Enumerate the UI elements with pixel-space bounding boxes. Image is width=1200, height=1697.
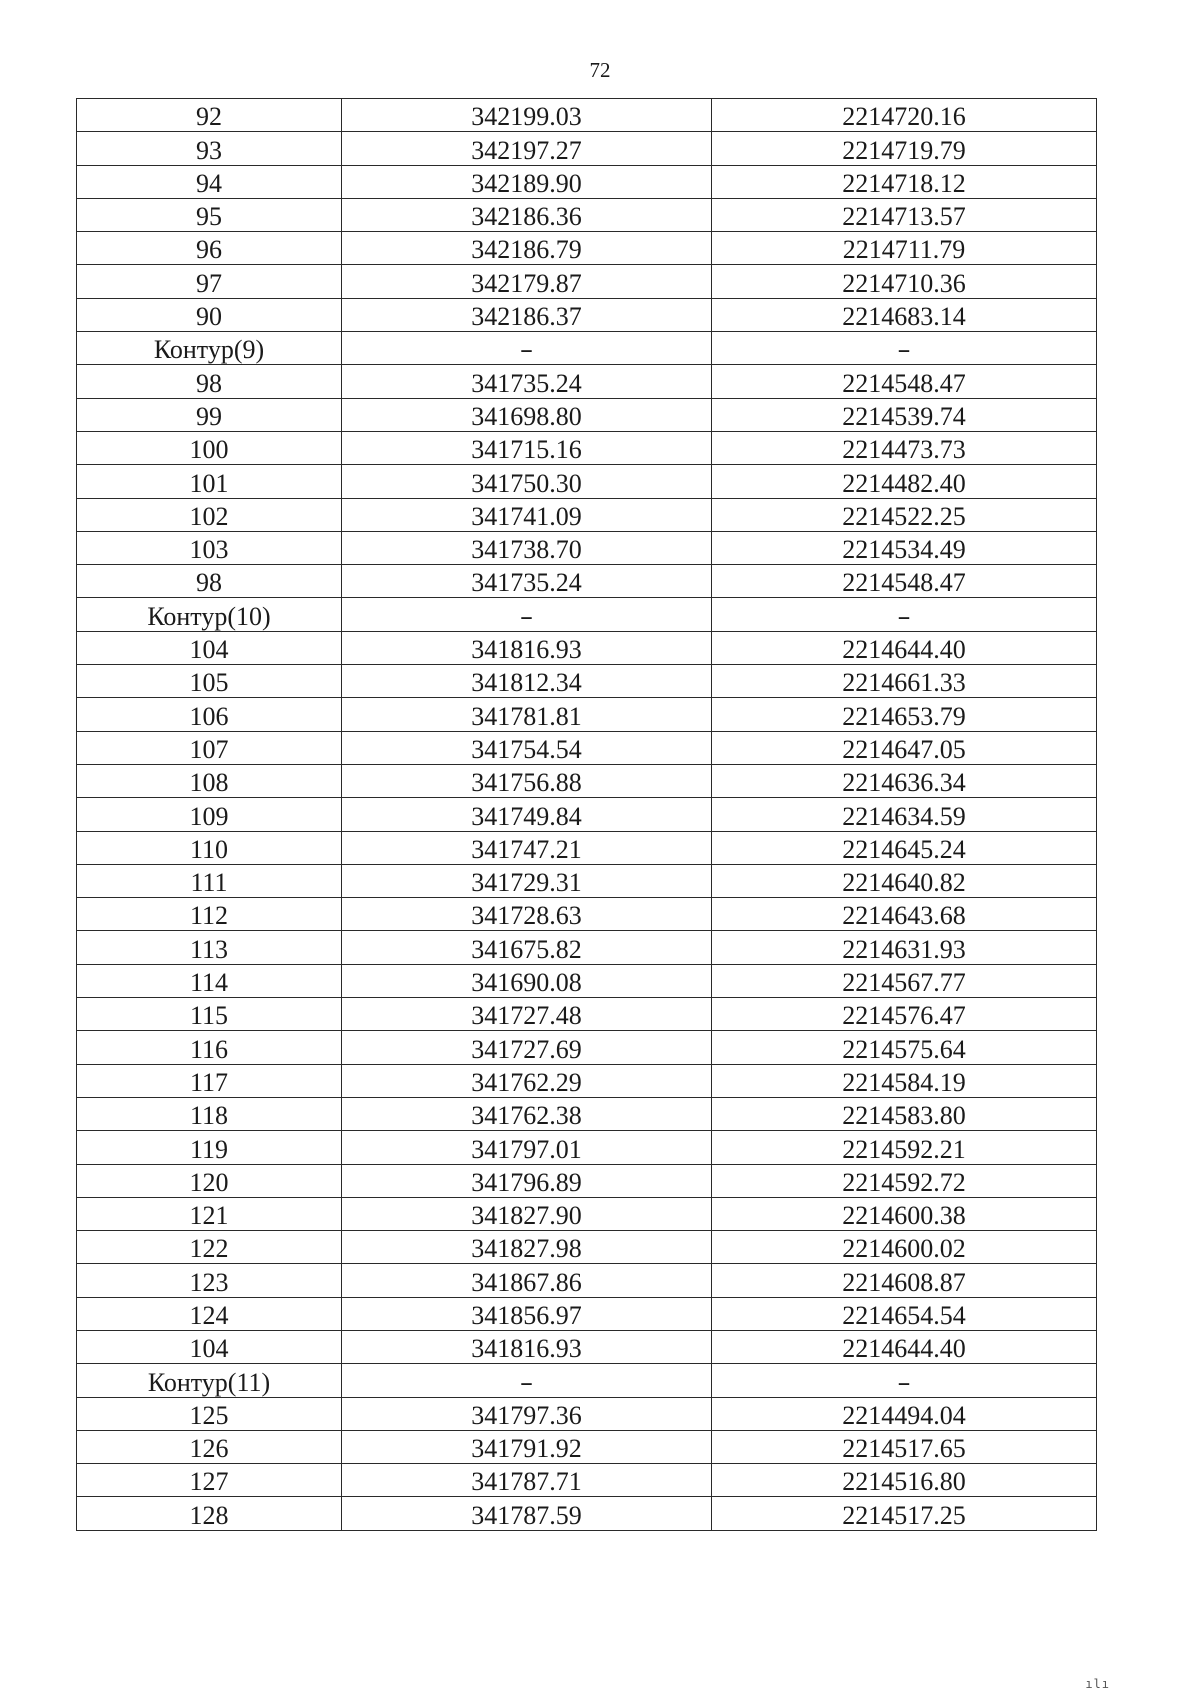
table-row xyxy=(77,731,1097,764)
y-coordinate-cell: 2214548.47 xyxy=(712,565,1097,598)
x-coordinate-cell: 341727.48 xyxy=(342,998,712,1031)
x-coordinate-cell: 341690.08 xyxy=(342,964,712,997)
point-number-cell: 115 xyxy=(77,998,342,1031)
x-coordinate-cell: 342189.90 xyxy=(342,165,712,198)
table-row xyxy=(77,232,1097,265)
x-coordinate-cell: 341796.89 xyxy=(342,1164,712,1197)
point-number-cell: 118 xyxy=(77,1097,342,1130)
point-number-cell: 121 xyxy=(77,1197,342,1230)
point-number-cell: 117 xyxy=(77,1064,342,1097)
point-number-cell: 110 xyxy=(77,831,342,864)
x-coordinate-cell: 341750.30 xyxy=(342,465,712,498)
page-number: 72 xyxy=(589,58,611,82)
table-row xyxy=(77,764,1097,797)
y-coordinate-cell: 2214608.87 xyxy=(712,1264,1097,1297)
y-coordinate-cell: 2214718.12 xyxy=(712,165,1097,198)
table-row xyxy=(77,898,1097,931)
point-number-cell: 101 xyxy=(77,465,342,498)
x-coordinate-cell: 341812.34 xyxy=(342,665,712,698)
point-number-cell: 119 xyxy=(77,1131,342,1164)
contour-label-cell: Контур(9) xyxy=(77,332,342,365)
y-coordinate-cell: 2214643.68 xyxy=(712,898,1097,931)
table-row xyxy=(77,99,1097,132)
x-coordinate-cell: 341747.21 xyxy=(342,831,712,864)
table-row xyxy=(77,665,1097,698)
y-coordinate-cell: 2214522.25 xyxy=(712,498,1097,531)
y-coordinate-cell: 2214661.33 xyxy=(712,665,1097,698)
coordinates-table xyxy=(76,98,1097,1531)
point-number-cell: 96 xyxy=(77,232,342,265)
table-row xyxy=(77,798,1097,831)
point-number-cell: 105 xyxy=(77,665,342,698)
x-coordinate-cell: 341675.82 xyxy=(342,931,712,964)
contour-x-dash-cell: – xyxy=(342,1364,712,1397)
x-coordinate-cell: 341762.38 xyxy=(342,1097,712,1130)
point-number-cell: 94 xyxy=(77,165,342,198)
table-row xyxy=(77,465,1097,498)
point-number-cell: 95 xyxy=(77,198,342,231)
x-coordinate-cell: 341762.29 xyxy=(342,1064,712,1097)
point-number-cell: 98 xyxy=(77,565,342,598)
x-coordinate-cell: 341787.59 xyxy=(342,1497,712,1530)
table-row xyxy=(77,565,1097,598)
y-coordinate-cell: 2214473.73 xyxy=(712,431,1097,464)
contour-header-row xyxy=(77,598,1097,631)
point-number-cell: 99 xyxy=(77,398,342,431)
y-coordinate-cell: 2214654.54 xyxy=(712,1297,1097,1330)
point-number-cell: 109 xyxy=(77,798,342,831)
table-row xyxy=(77,431,1097,464)
table-row xyxy=(77,998,1097,1031)
x-coordinate-cell: 341797.01 xyxy=(342,1131,712,1164)
contour-y-dash-cell: – xyxy=(712,1364,1097,1397)
x-coordinate-cell: 342179.87 xyxy=(342,265,712,298)
table-row xyxy=(77,864,1097,897)
x-coordinate-cell: 341816.93 xyxy=(342,631,712,664)
table-row xyxy=(77,1464,1097,1497)
contour-y-dash-cell: – xyxy=(712,598,1097,631)
point-number-cell: 113 xyxy=(77,931,342,964)
y-coordinate-cell: 2214634.59 xyxy=(712,798,1097,831)
y-coordinate-cell: 2214710.36 xyxy=(712,265,1097,298)
x-coordinate-cell: 341781.81 xyxy=(342,698,712,731)
point-number-cell: 92 xyxy=(77,99,342,132)
table-row xyxy=(77,1397,1097,1430)
x-coordinate-cell: 341715.16 xyxy=(342,431,712,464)
table-row xyxy=(77,1164,1097,1197)
y-coordinate-cell: 2214576.47 xyxy=(712,998,1097,1031)
y-coordinate-cell: 2214516.80 xyxy=(712,1464,1097,1497)
table-row xyxy=(77,298,1097,331)
table-row xyxy=(77,1264,1097,1297)
table-row xyxy=(77,1231,1097,1264)
y-coordinate-cell: 2214584.19 xyxy=(712,1064,1097,1097)
contour-header-row xyxy=(77,1364,1097,1397)
contour-label-cell: Контур(10) xyxy=(77,598,342,631)
x-coordinate-cell: 341787.71 xyxy=(342,1464,712,1497)
x-coordinate-cell: 341698.80 xyxy=(342,398,712,431)
y-coordinate-cell: 2214494.04 xyxy=(712,1397,1097,1430)
y-coordinate-cell: 2214592.21 xyxy=(712,1131,1097,1164)
table-row xyxy=(77,498,1097,531)
y-coordinate-cell: 2214517.65 xyxy=(712,1430,1097,1463)
point-number-cell: 111 xyxy=(77,864,342,897)
x-coordinate-cell: 341735.24 xyxy=(342,565,712,598)
y-coordinate-cell: 2214720.16 xyxy=(712,99,1097,132)
table-row xyxy=(77,631,1097,664)
y-coordinate-cell: 2214539.74 xyxy=(712,398,1097,431)
y-coordinate-cell: 2214640.82 xyxy=(712,864,1097,897)
y-coordinate-cell: 2214517.25 xyxy=(712,1497,1097,1530)
point-number-cell: 112 xyxy=(77,898,342,931)
point-number-cell: 114 xyxy=(77,964,342,997)
table-row xyxy=(77,1197,1097,1230)
point-number-cell: 100 xyxy=(77,431,342,464)
point-number-cell: 102 xyxy=(77,498,342,531)
x-coordinate-cell: 341791.92 xyxy=(342,1430,712,1463)
point-number-cell: 128 xyxy=(77,1497,342,1530)
x-coordinate-cell: 341797.36 xyxy=(342,1397,712,1430)
point-number-cell: 98 xyxy=(77,365,342,398)
y-coordinate-cell: 2214719.79 xyxy=(712,132,1097,165)
table-row xyxy=(77,1330,1097,1363)
x-coordinate-cell: 342199.03 xyxy=(342,99,712,132)
x-coordinate-cell: 341735.24 xyxy=(342,365,712,398)
point-number-cell: 104 xyxy=(77,1330,342,1363)
x-coordinate-cell: 341749.84 xyxy=(342,798,712,831)
table-row xyxy=(77,1064,1097,1097)
x-coordinate-cell: 341728.63 xyxy=(342,898,712,931)
table-row xyxy=(77,1097,1097,1130)
table-row xyxy=(77,964,1097,997)
table-row xyxy=(77,831,1097,864)
y-coordinate-cell: 2214548.47 xyxy=(712,365,1097,398)
y-coordinate-cell: 2214567.77 xyxy=(712,964,1097,997)
scan-mark: ılı xyxy=(1085,1677,1110,1691)
point-number-cell: 127 xyxy=(77,1464,342,1497)
point-number-cell: 123 xyxy=(77,1264,342,1297)
table-row xyxy=(77,365,1097,398)
x-coordinate-cell: 341741.09 xyxy=(342,498,712,531)
point-number-cell: 93 xyxy=(77,132,342,165)
point-number-cell: 104 xyxy=(77,631,342,664)
table-row xyxy=(77,165,1097,198)
contour-x-dash-cell: – xyxy=(342,332,712,365)
y-coordinate-cell: 2214592.72 xyxy=(712,1164,1097,1197)
point-number-cell: 106 xyxy=(77,698,342,731)
y-coordinate-cell: 2214534.49 xyxy=(712,531,1097,564)
point-number-cell: 103 xyxy=(77,531,342,564)
point-number-cell: 107 xyxy=(77,731,342,764)
table-row xyxy=(77,1297,1097,1330)
y-coordinate-cell: 2214683.14 xyxy=(712,298,1097,331)
x-coordinate-cell: 341738.70 xyxy=(342,531,712,564)
x-coordinate-cell: 341729.31 xyxy=(342,864,712,897)
point-number-cell: 116 xyxy=(77,1031,342,1064)
contour-x-dash-cell: – xyxy=(342,598,712,631)
point-number-cell: 125 xyxy=(77,1397,342,1430)
table-row xyxy=(77,931,1097,964)
table-row xyxy=(77,1430,1097,1463)
table-row xyxy=(77,132,1097,165)
coordinates-table-body xyxy=(77,99,1097,1531)
y-coordinate-cell: 2214644.40 xyxy=(712,1330,1097,1363)
y-coordinate-cell: 2214636.34 xyxy=(712,764,1097,797)
table-row xyxy=(77,698,1097,731)
x-coordinate-cell: 341856.97 xyxy=(342,1297,712,1330)
point-number-cell: 124 xyxy=(77,1297,342,1330)
y-coordinate-cell: 2214713.57 xyxy=(712,198,1097,231)
table-row xyxy=(77,198,1097,231)
y-coordinate-cell: 2214600.02 xyxy=(712,1231,1097,1264)
x-coordinate-cell: 342186.79 xyxy=(342,232,712,265)
y-coordinate-cell: 2214600.38 xyxy=(712,1197,1097,1230)
point-number-cell: 108 xyxy=(77,764,342,797)
contour-y-dash-cell: – xyxy=(712,332,1097,365)
table-row xyxy=(77,265,1097,298)
x-coordinate-cell: 341756.88 xyxy=(342,764,712,797)
point-number-cell: 122 xyxy=(77,1231,342,1264)
y-coordinate-cell: 2214575.64 xyxy=(712,1031,1097,1064)
x-coordinate-cell: 341827.90 xyxy=(342,1197,712,1230)
x-coordinate-cell: 342186.36 xyxy=(342,198,712,231)
x-coordinate-cell: 342197.27 xyxy=(342,132,712,165)
table-row xyxy=(77,1131,1097,1164)
y-coordinate-cell: 2214647.05 xyxy=(712,731,1097,764)
contour-header-row xyxy=(77,332,1097,365)
x-coordinate-cell: 341827.98 xyxy=(342,1231,712,1264)
table-row xyxy=(77,531,1097,564)
table-row xyxy=(77,1497,1097,1530)
x-coordinate-cell: 341816.93 xyxy=(342,1330,712,1363)
table-row xyxy=(77,1031,1097,1064)
x-coordinate-cell: 342186.37 xyxy=(342,298,712,331)
table-row xyxy=(77,398,1097,431)
y-coordinate-cell: 2214711.79 xyxy=(712,232,1097,265)
point-number-cell: 97 xyxy=(77,265,342,298)
point-number-cell: 90 xyxy=(77,298,342,331)
y-coordinate-cell: 2214645.24 xyxy=(712,831,1097,864)
y-coordinate-cell: 2214482.40 xyxy=(712,465,1097,498)
x-coordinate-cell: 341727.69 xyxy=(342,1031,712,1064)
y-coordinate-cell: 2214653.79 xyxy=(712,698,1097,731)
point-number-cell: 126 xyxy=(77,1430,342,1463)
x-coordinate-cell: 341754.54 xyxy=(342,731,712,764)
x-coordinate-cell: 341867.86 xyxy=(342,1264,712,1297)
point-number-cell: 120 xyxy=(77,1164,342,1197)
y-coordinate-cell: 2214583.80 xyxy=(712,1097,1097,1130)
contour-label-cell: Контур(11) xyxy=(77,1364,342,1397)
y-coordinate-cell: 2214631.93 xyxy=(712,931,1097,964)
y-coordinate-cell: 2214644.40 xyxy=(712,631,1097,664)
